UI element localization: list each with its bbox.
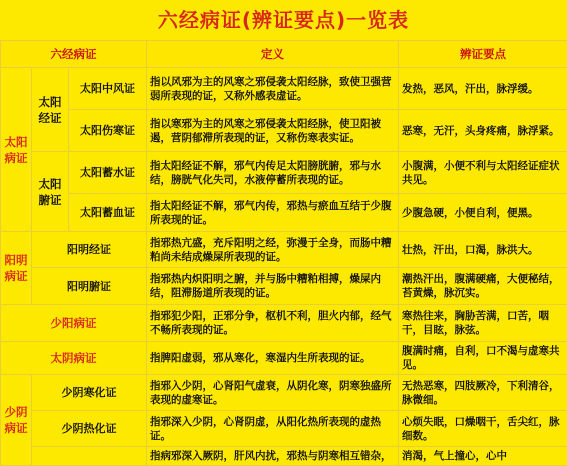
row-key-points: 恶寒，无汗，头身疼痛，脉浮紧。 — [399, 110, 567, 152]
group-shaoyin — [1, 375, 32, 466]
row-name: 太阳伤寒证 — [69, 110, 147, 152]
row-key-points: 寒热往来，胸胁苦满，口苦，咽干，目眩，脉弦。 — [399, 305, 567, 342]
row-name — [32, 447, 147, 466]
group-taiyang-label: 太阳 病证 — [4, 134, 28, 165]
six-meridian-table — [0, 40, 567, 466]
row-key-points: 壮热，汗出，口渴，脉洪大。 — [399, 232, 567, 268]
row-name: 少阴寒化证 — [32, 375, 147, 411]
row-name: 少阴热化证 — [32, 411, 147, 447]
group-shaoyin-label: 少阴 病证 — [4, 405, 28, 435]
row-definition: 指邪热亢盛，充斥阳明之经，弥漫于全身，而肠中糟粕尚未结成燥屎所表现的证。 — [147, 232, 399, 268]
group-taiyang-jing-label: 太阳 经证 — [38, 94, 62, 125]
row-name: 阳明经证 — [32, 232, 147, 268]
header-category: 六经病证 — [1, 41, 147, 68]
table-title: 六经病证(辨证要点)一览表 — [157, 8, 410, 32]
row-key-points: 潮热汗出，腹满硬痛，大便秘结，苔黄燥，脉沉实。 — [399, 268, 567, 305]
row-key-points: 无热恶寒，四肢厥冷，下利清谷，脉微细。 — [399, 375, 567, 411]
group-taiyang-fu — [32, 152, 69, 232]
row-definition: 指邪犯少阳，正邪分争，枢机不利，胆火内郁，经气不畅所表现的证。 — [147, 305, 399, 342]
row-key-points: 心烦失眠，口燥咽干，舌尖红，脉细数。 — [399, 411, 567, 447]
row-definition: 指邪入少阴，心肾阳气虚衰，从阴化寒，阴寒独盛所表现的虚寒证。 — [147, 375, 399, 411]
group-taiyang — [1, 68, 32, 232]
row-name: 太阳蓄血证 — [69, 194, 147, 232]
group-taiyang-fu-label: 太阳 腑证 — [38, 176, 62, 207]
group-yangming — [1, 232, 32, 305]
group-yangming-label: 阳明 病证 — [4, 253, 28, 283]
row-key-points: 消渴，气上撞心，心中 — [399, 447, 567, 466]
header-key-points: 辨证要点 — [399, 41, 567, 68]
row-definition: 指以寒邪为主的风寒之邪侵袭太阳经脉，使卫阳被遏，营阴郁滞所表现的证，又称伤寒表实证。 — [147, 110, 399, 152]
group-taiyang-jing — [32, 68, 69, 152]
row-definition: 指邪热内炽阳明之腑，并与肠中糟粕相搏，燥屎内结，阻滞肠道所表现的证。 — [147, 268, 399, 305]
row-definition: 指以风邪为主的风寒之邪侵袭太阳经脉，致使卫强营弱所表现的证，又称外感表虚证。 — [147, 68, 399, 110]
group-taiyin: 太阴病证 — [1, 342, 147, 375]
row-key-points: 少腹急硬，小便自利，便黑。 — [399, 194, 567, 232]
group-shaoyang: 少阳病证 — [1, 305, 147, 342]
row-name: 太阳中风证 — [69, 68, 147, 110]
row-definition: 指病邪深入厥阴，肝风内扰，邪热与阴寒相互错杂， — [147, 447, 399, 466]
row-definition: 指脾阳虚弱，邪从寒化，寒湿内生所表现的证。 — [147, 342, 399, 375]
row-definition: 指太阳经证不解，邪气内传，邪热与瘀血互结于少腹所表现的证。 — [147, 194, 399, 232]
row-definition: 指邪深入少阴，心肾阴虚，从阳化热所表现的虚热证。 — [147, 411, 399, 447]
header-definition: 定义 — [147, 41, 399, 68]
row-key-points: 腹满时痛，自利，口不渴与虚寒共见。 — [399, 342, 567, 375]
row-name: 太阳蓄水证 — [69, 152, 147, 194]
row-key-points: 小腹满，小便不利与太阳经证症状共见。 — [399, 152, 567, 194]
row-definition: 指太阳经证不解，邪气内传足太阳膀胱腑，邪与水结，膀胱气化失司，水液停蓄所表现的证。 — [147, 152, 399, 194]
row-name: 阳明腑证 — [32, 268, 147, 305]
row-key-points: 发热，恶风，汗出，脉浮缓。 — [399, 68, 567, 110]
